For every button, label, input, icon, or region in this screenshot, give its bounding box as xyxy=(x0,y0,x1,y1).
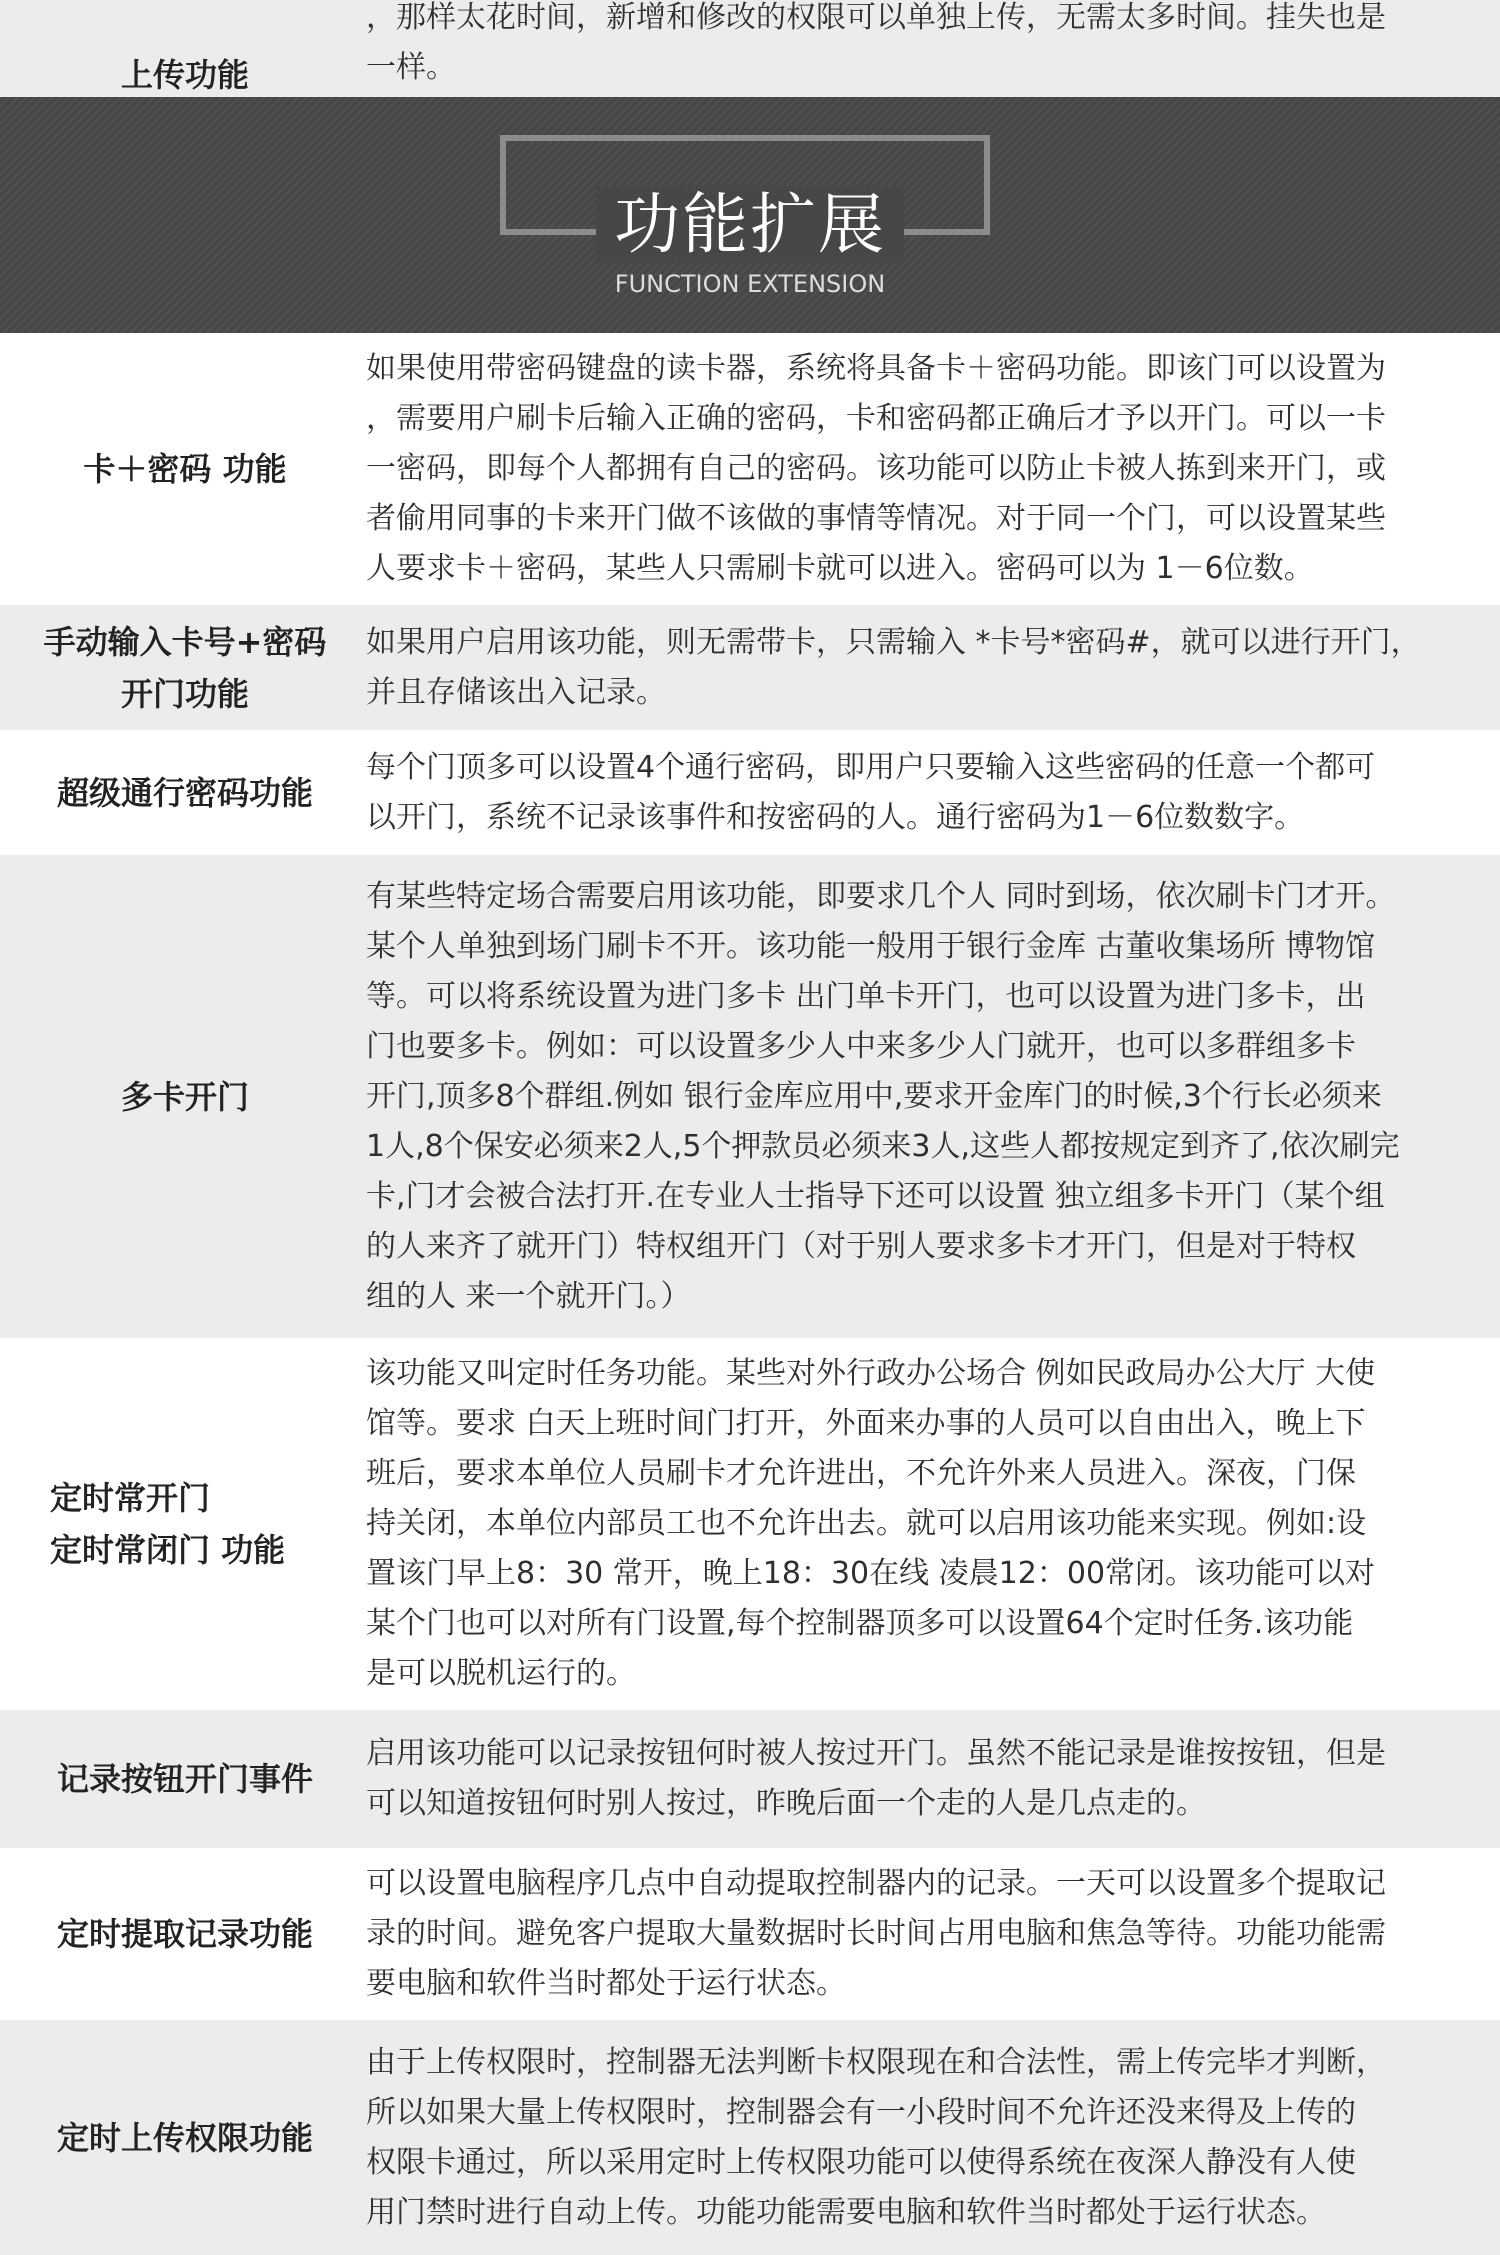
description-line: 可以知道按钮何时别人按过，昨晚后面一个走的人是几点走的。 xyxy=(366,1786,1206,1821)
feature-description xyxy=(360,1729,1500,1829)
description-line: 持关闭，本单位内部员工也不允许出去。就可以启用该功能来实现。例如:设 xyxy=(366,1506,1367,1541)
section-subtitle: FUNCTION EXTENSION xyxy=(614,270,886,298)
description-line: 卡,门才会被合法打开.在专业人士指导下还可以设置 独立组多卡开门（某个组 xyxy=(366,1178,1385,1214)
section-title-text: 功能扩展 xyxy=(596,186,904,263)
feature-description xyxy=(360,0,1500,93)
description-line: 者偷用同事的卡来开门做不该做的事情等情况。对于同一个门，可以设置某些 xyxy=(366,501,1386,536)
description-line: 所以如果大量上传权限时，控制器会有一小段时间不允许还没来得及上传的 xyxy=(366,2094,1356,2130)
description-line: 可以设置电脑程序几点中自动提取控制器内的记录。一天可以设置多个提取记 xyxy=(366,1866,1386,1901)
feature-description xyxy=(360,344,1500,594)
description-line: 开门,顶多8个群组.例如 银行金库应用中,要求开金库门的时候,3个行长必须来 xyxy=(366,1078,1382,1114)
description-line: 某个人单独到场门刷卡不开。该功能一般用于银行金库 古董收集场所 博物馆 xyxy=(366,928,1376,964)
feature-label: 记录按钮开门事件 xyxy=(56,1760,313,1798)
description-line: 并且存储该出入记录。 xyxy=(366,674,666,710)
description-line: 馆等。要求 白天上班时间门打开，外面来办事的人员可以自由出入，晚上下 xyxy=(366,1406,1366,1441)
feature-label: 定时提取记录功能 xyxy=(56,1915,313,1953)
description-line: 要电脑和软件当时都处于运行状态。 xyxy=(366,1966,846,2001)
description-line: 以开门，系统不记录该事件和按密码的人。通行密码为1－6位数数字。 xyxy=(366,799,1305,835)
section-banner xyxy=(0,97,1500,333)
feature-description xyxy=(360,618,1500,718)
description-line: ，那样太花时间，新增和修改的权限可以单独上传，无需太多时间。挂失也是 xyxy=(366,0,1386,35)
feature-row-super-password xyxy=(0,730,1500,855)
description-line: 录的时间。避免客户提取大量数据时长时间占用电脑和焦急等待。功能功能需 xyxy=(366,1916,1386,1951)
feature-label: 定时上传权限功能 xyxy=(56,2118,313,2157)
description-line: 一样。 xyxy=(366,49,456,85)
description-line: 权限卡通过，所以采用定时上传权限功能可以使得系统在夜深人静没有人使 xyxy=(366,2144,1356,2180)
description-line: 班后，要求本单位人员刷卡才允许进出，不允许外来人员进入。深夜，门保 xyxy=(366,1456,1356,1491)
description-line: 该功能又叫定时任务功能。某些对外行政办公场合 例如民政局办公大厅 大使 xyxy=(366,1356,1376,1391)
description-line: 人要求卡＋密码，某些人只需刷卡就可以进入。密码可以为 1－6位数。 xyxy=(366,551,1314,586)
description-line: 置该门早上8：30 常开，晚上18：30在线 凌晨12：00常闭。该功能可以对 xyxy=(366,1556,1376,1591)
feature-label: 手动输入卡号+密码 开门功能 xyxy=(43,622,327,713)
feature-description xyxy=(360,2038,1500,2238)
description-line: ，需要用户刷卡后输入正确的密码，卡和密码都正确后才予以开门。可以一卡 xyxy=(366,401,1386,436)
description-line: 如果用户启用该功能，则无需带卡，只需输入 *卡号*密码#，就可以进行开门， xyxy=(366,624,1421,660)
description-line: 门也要多卡。例如：可以设置多少人中来多少人门就开，也可以多群组多卡 xyxy=(366,1028,1356,1064)
description-line: 等。可以将系统设置为进门多卡 出门单卡开门，也可以设置为进门多卡，出 xyxy=(366,978,1366,1014)
feature-label: 定时常开门 定时常闭门 功能 xyxy=(50,1479,286,1569)
description-line: 的人来齐了就开门）特权组开门（对于别人要求多卡才开门，但是对于特权 xyxy=(366,1228,1356,1264)
feature-row-scheduled-fetch xyxy=(0,1848,1500,2020)
description-line: 如果使用带密码键盘的读卡器，系统将具备卡＋密码功能。即该门可以设置为 xyxy=(366,351,1386,386)
feature-label: 多卡开门 xyxy=(120,1077,249,1116)
description-line: 用门禁时进行自动上传。功能功能需要电脑和软件当时都处于运行状态。 xyxy=(366,2194,1326,2230)
feature-row-button-log xyxy=(0,1710,1500,1848)
feature-description xyxy=(360,743,1500,843)
feature-description xyxy=(360,1349,1500,1699)
feature-row-card-password xyxy=(0,333,1500,605)
section-title xyxy=(0,185,1500,265)
description-line: 一密码，即每个人都拥有自己的密码。该功能可以防止卡被人拣到来开门，或 xyxy=(366,451,1386,486)
feature-description xyxy=(360,1859,1500,2009)
description-line: 1人,8个保安必须来2人,5个押款员必须来3人,这些人都按规定到齐了,依次刷完 xyxy=(366,1128,1400,1164)
feature-row-manual-entry xyxy=(0,605,1500,730)
feature-description xyxy=(360,872,1500,1322)
description-line: 每个门顶多可以设置4个通行密码，即用户只要输入这些密码的任意一个都可 xyxy=(366,749,1376,785)
feature-row-scheduled-upload xyxy=(0,2020,1500,2255)
description-line: 组的人 来一个就开门。） xyxy=(366,1278,691,1314)
feature-row-scheduled-open-close xyxy=(0,1338,1500,1710)
feature-label-text: 上传功能 xyxy=(120,55,249,94)
feature-label: 超级通行密码功能 xyxy=(56,773,313,812)
feature-row-upload xyxy=(0,0,1500,97)
feature-label: 卡＋密码 功能 xyxy=(83,450,287,488)
description-line: 是可以脱机运行的。 xyxy=(366,1656,636,1691)
description-line: 启用该功能可以记录按钮何时被人按过开门。虽然不能记录是谁按按钮，但是 xyxy=(366,1736,1386,1771)
description-line: 有某些特定场合需要启用该功能，即要求几个人 同时到场，依次刷卡门才开。 xyxy=(366,878,1396,914)
description-line: 某个门也可以对所有门设置,每个控制器顶多可以设置64个定时任务.该功能 xyxy=(366,1606,1354,1641)
feature-row-multi-card xyxy=(0,855,1500,1338)
description-line: 由于上传权限时，控制器无法判断卡权限现在和合法性，需上传完毕才判断， xyxy=(366,2044,1386,2080)
